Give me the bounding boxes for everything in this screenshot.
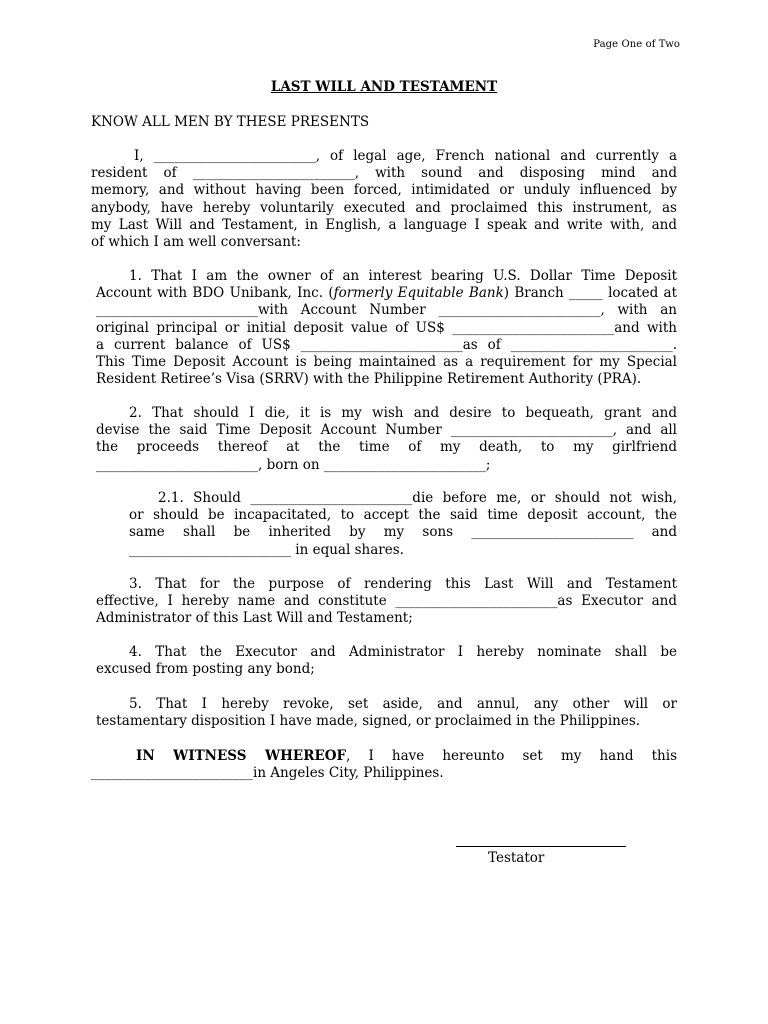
clause-2-1-line: 2.1. Should ________________________die before me, or should not wish, xyxy=(158,490,677,506)
clause-1-line: original principal or initial deposit value of US$ ________________________and with xyxy=(96,319,677,336)
clause-1-line: Resident Retiree’s Visa (SRRV) with the Philippine Retirement Authority (PRA). xyxy=(96,371,642,388)
clause-2-line: 2. That should I die, it is my wish and desire to bequeath, grant and xyxy=(129,405,677,421)
clause-1-line: ________________________with Account Number ________________________, with an xyxy=(96,302,677,319)
declaration-line: I, ________________________, of legal age, French national and currently a xyxy=(134,148,677,164)
declaration-line: of which I am well conversant: xyxy=(91,234,301,251)
witness-text: , I have hereunto set my hand this xyxy=(346,748,677,764)
clause-4-line: excused from posting any bond; xyxy=(96,661,315,678)
clause-3 xyxy=(96,576,677,628)
clause-5-line: testamentary disposition I have made, signed, or proclaimed in the Philippines. xyxy=(96,713,641,730)
declaration-paragraph xyxy=(91,148,677,251)
signature-line xyxy=(456,846,626,847)
intro-heading: KNOW ALL MEN BY THESE PRESENTS xyxy=(91,114,370,130)
clause-3-line: 3. That for the purpose of rendering this Last Will and Testament xyxy=(129,576,677,592)
clause-1-line: a current balance of US$ ________________________as of ________________________. xyxy=(96,336,677,353)
testator-label: Testator xyxy=(488,850,545,866)
clause-1-line: This Time Deposit Account is being maintained as a requirement for my Special xyxy=(96,354,677,371)
clause-2-line: devise the said Time Deposit Account Number ________________________, and all xyxy=(96,422,677,439)
document-title: LAST WILL AND TESTAMENT xyxy=(270,79,498,95)
clause-2-1-line: same shall be inherited by my sons ________________________ and xyxy=(129,524,677,541)
clause-2-line: the proceeds thereof at the time of my death, to my girlfriend xyxy=(96,439,677,456)
clause-2 xyxy=(96,405,677,474)
page-number-label: Page One of Two xyxy=(593,39,680,50)
declaration-line: anybody, have hereby voluntarily executed and proclaimed this instrument, as xyxy=(91,199,677,216)
clause-1-line xyxy=(96,285,677,302)
former-bank-name: formerly Equitable Bank xyxy=(333,285,504,302)
declaration-line: memory, and without having been forced, intimidated or unduly influenced by xyxy=(91,182,677,199)
clause-2-1-line: ________________________ in equal shares. xyxy=(129,541,404,558)
clause-4 xyxy=(96,644,677,678)
clause-5-line: 5. That I hereby revoke, set aside, and annul, any other will or xyxy=(129,696,677,712)
clause-1-text: ) Branch _____ located at xyxy=(503,285,678,302)
clause-1 xyxy=(96,268,677,388)
clause-5 xyxy=(96,696,677,730)
clause-3-line: Administrator of this Last Will and Testament; xyxy=(96,610,413,627)
clause-2-1-line: or should be incapacitated, to accept the said time deposit account, the xyxy=(129,507,677,524)
clause-4-line: 4. That the Executor and Administrator I hereby nominate shall be xyxy=(129,644,677,660)
witness-lead: IN WITNESS WHEREOF xyxy=(136,748,347,764)
witness-line xyxy=(91,748,677,765)
clause-3-line: effective, I hereby name and constitute ________________________as Executor and xyxy=(96,593,677,610)
witness-clause xyxy=(91,748,677,782)
clause-1-line: 1. That I am the owner of an interest bearing U.S. Dollar Time Deposit xyxy=(129,268,677,284)
clause-2-line: ________________________, born on ________________________; xyxy=(96,456,491,473)
witness-line: ________________________in Angeles City, Philippines. xyxy=(91,765,444,782)
declaration-line: resident of ________________________, with sound and disposing mind and xyxy=(91,165,677,182)
declaration-line: my Last Will and Testament, in English, a language I speak and write with, and xyxy=(91,216,677,233)
clause-1-text: Account with BDO Unibank, Inc. ( xyxy=(96,285,334,302)
clause-2-1 xyxy=(129,490,677,559)
